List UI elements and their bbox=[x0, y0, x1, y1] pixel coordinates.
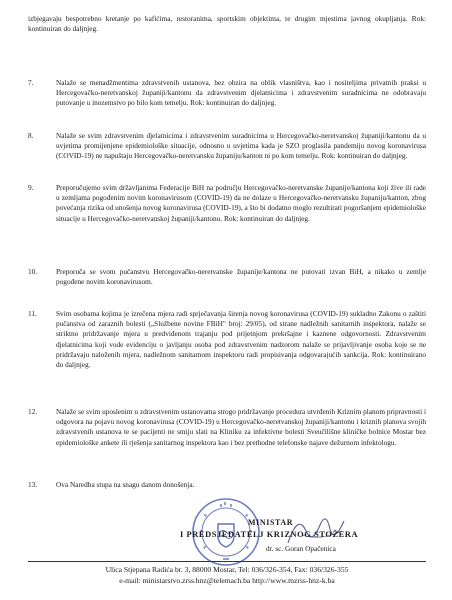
item-text: Nalaže se menadžmentima zdravstvenih ustanova, bez obzira na oblik vlasništva, kao i nositeljima privatnih praksi u Hercegovačko-neretvanskoj županiji/kantonu da zdravstvenim djelatnicima i zdravstvenim suradnicima ne odobravaju putovanje u inozemstvo po bilo kom temelju. Rok: kontinuiran do daljnjeg. bbox=[56, 78, 426, 108]
list-item bbox=[28, 309, 426, 404]
signatory-title: MINISTAR bbox=[248, 518, 294, 527]
item-text: Nalaže se svim uposlenim u zdravstvenim ustanovama strogo pridržavanje procedura utvrđenih Kriznim planom pripravnosti i odgovora na pojavu novog koronavirusa (COVID-19) u Hercegovačko-neretvanskoj županiji/kantonu i kriznih planova svojih zdravstvenih ustanova te se pacijenti ne smiju slati na Kliniku za infektivne bolesti Sveučilišne kliničke bolnice Mostar bez epidemiološke ankete ili rješenja sanitarnog inspektora kao i bez prethodne telefonske najave dežurnom infektologu. bbox=[56, 407, 426, 447]
list-item bbox=[28, 407, 426, 469]
footer-contact: e-mail: ministarstvo.zrss.hnz@telemach.ba http://www.mzrss-hnz-k.ba bbox=[119, 576, 335, 585]
signatory-role: I PREDSJEDATELJ KRIZNOG STOŽERA bbox=[180, 530, 359, 539]
item-number: 12. bbox=[28, 407, 38, 416]
item-number: 8. bbox=[28, 131, 34, 140]
list-item bbox=[28, 78, 426, 120]
item-text: Ova Naredba stupa na snagu danom donošenja. bbox=[56, 480, 195, 489]
item-number: 7. bbox=[28, 78, 34, 87]
footer-address: Ulica Stjepana Radića br. 3, 88000 Mostar, Tel: 036/326-354, Fax: 036/326-355 bbox=[105, 565, 349, 574]
intro-paragraph: izbjegavaju bespotrebno kretanje po kafićima, restoranima, sportskim objektima, te drugim mjestima javnog okupljanja. Rok: kontinuiran do daljnjeg. bbox=[28, 14, 426, 34]
item-text: Nalaže se svim zdravstvenim djelatnicima i zdravstvenim suradnicima u Hercegovačko-neretvanskoj županiji/kantonu da u uvjetima promijenjene epidemiološke situacije, odnosno u uvjetima kada je SZO proglasila pandemiju novog koronavirusa (COVID-19) ne napuštaju Hercegovačko-neretvansku županiju/kanton ni po kom temelju. Rok: kontinuiran do daljnjeg. bbox=[56, 131, 426, 161]
footer-divider bbox=[28, 561, 426, 562]
item-number: 10. bbox=[28, 267, 38, 276]
list-item bbox=[28, 131, 426, 173]
list-item bbox=[28, 183, 426, 245]
item-number: 9. bbox=[28, 183, 34, 192]
item-number: 11. bbox=[28, 309, 37, 318]
list-item bbox=[28, 480, 426, 492]
item-text: Svim osobama kojima je izrečena mjera radi sprječavanja širenja novog koronavirusa (COVID-19) sukladno Zakonu o zaštiti pučanstva od zaraznih bolesti („Službene novine FBiH" broj: 29/05), od strane nadležnih sanitarnih inspektora, nalaže se striktno pridržavanje mjera u predviđenom trajanju pod prijetnjom prekršajne i kaznene odgovornosti. Zdravstvenim djelatnicima koji vode evidenciju o javljanju osoba pod zdravstvenim nadzorom nalaže se prijavljivanje osoba koje se ne pridržavaju naloženih mjera, nadležnom sanitarnom inspektoru radi propisivanja odgovarajućih sankcija. Rok: kontinuirano do daljnjeg. bbox=[56, 309, 426, 370]
item-text: Preporuča se svom pučanstvu Hercegovačko-neretvanske županije/kantona ne putovati izvan BiH, a nikako u zemlje pogođene novim koronavirusom. bbox=[56, 267, 426, 287]
item-text: Preporučujemo svim državljanima Federacije BiH na području Hercegovačko-neretvanske županije/kantona koji žive ili rade u zemljama pogođenim novim koronavirusom (COVID-19) da ne dolaze u Hercegovačko-neretvansku županiju/kanton, zbog povećanja rizika od unošenja novog koronavirusa (COVID-19), a što bi dodatno moglo rezultirati pogoršanjem epidemiološke situacije u Hercegovačko-neretvanskoj županiji/kantonu. Rok: kontinuiran do daljnjeg. bbox=[56, 183, 426, 223]
list-item bbox=[28, 267, 426, 289]
item-number: 13. bbox=[28, 480, 38, 489]
signatory-name: dr. sc. Goran Opačenica bbox=[266, 544, 336, 553]
